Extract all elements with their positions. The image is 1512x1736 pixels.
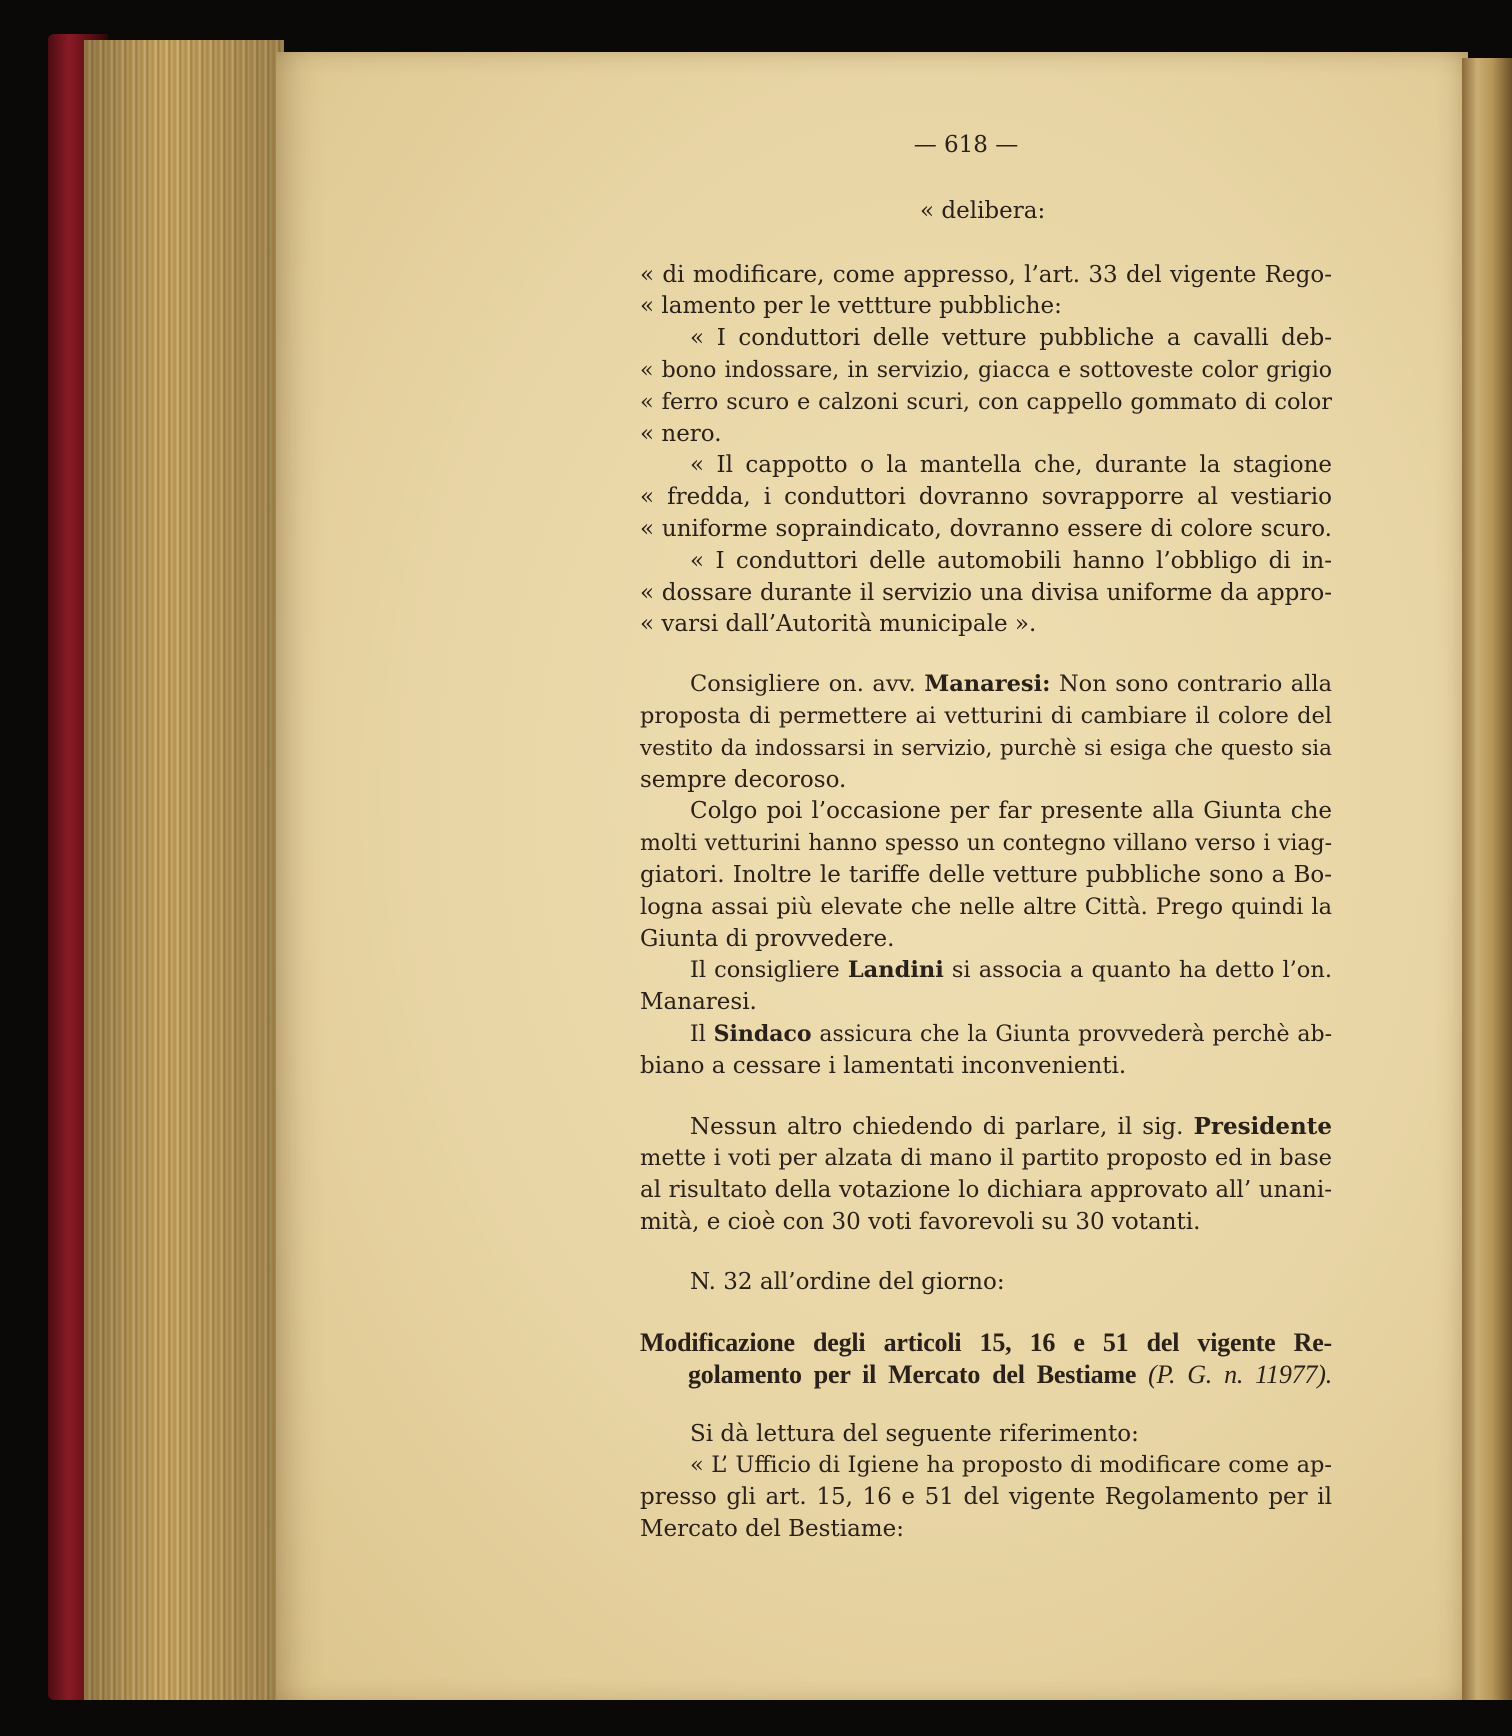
- speaker-name: Landini: [847, 957, 944, 984]
- text-line: al risultato della votazione lo dichiara approvato all’ unani-: [640, 1177, 1332, 1204]
- text-line: « Il cappotto o la mantella che, durante la stagione: [690, 452, 1332, 479]
- text-line: « nero.: [640, 420, 722, 447]
- text-line: molti vetturini hanno spesso un contegno villano verso i viag-: [640, 831, 1332, 857]
- text-line: logna assai più elevate che nelle altre Città. Prego quindi la: [640, 893, 1332, 920]
- motion-text: [640, 260, 1332, 642]
- text-line: « ferro scuro e calzoni scuri, con cappello gommato di color: [640, 388, 1332, 415]
- text-line: « lamento per le vettture pubbliche:: [640, 293, 1062, 320]
- speaker-name: Sindaco: [713, 1020, 812, 1047]
- page-edges: [84, 40, 284, 1702]
- text-line: « uniforme sopraindicato, dovranno essere di colore scuro.: [640, 515, 1332, 542]
- text-line: sempre decoroso.: [640, 766, 847, 793]
- text-line: « bono indossare, in servizio, giacca e sottoveste color grigio: [640, 357, 1332, 383]
- delibera-line: « delibera:: [920, 197, 1046, 224]
- protocol-reference: (P. G. n. 11977).: [1148, 1359, 1332, 1389]
- order-of-day: N. 32 all’ordine del giorno:: [690, 1268, 1005, 1295]
- text-line: presso gli art. 15, 16 e 51 del vigente Regolamento per il: [640, 1484, 1332, 1511]
- text-line: « I conduttori delle automobili hanno l’obbligo di in-: [690, 547, 1332, 574]
- text-line: Nessun altro chiedendo di parlare, il sig. Presidente: [690, 1112, 1332, 1140]
- page-text: [640, 130, 1332, 1546]
- heading-line: Modificazione degli articoli 15, 16 e 51 del vigente Re-: [640, 1327, 1332, 1357]
- speaker-name: Manaresi:: [924, 671, 1051, 698]
- text-line: mità, e cioè con 30 voti favorevoli su 30 votanti.: [640, 1208, 1201, 1235]
- section-heading: [640, 1327, 1332, 1391]
- text-line: mette i voti per alzata di mano il partito proposto ed in base: [640, 1145, 1332, 1172]
- sindaco-paragraph: [640, 1019, 1332, 1083]
- text-line: giatori. Inoltre le tariffe delle vetture pubbliche sono a Bo-: [640, 861, 1332, 888]
- speaker-name: Presidente: [1193, 1112, 1332, 1140]
- text-line: « L’ Ufficio di Igiene ha proposto di modificare come ap-: [690, 1452, 1332, 1479]
- text-line: « di modificare, come appresso, l’art. 33 del vigente Rego-: [640, 261, 1332, 288]
- text-line: « dossare durante il servizio una divisa uniforme da appro-: [640, 579, 1332, 606]
- text-line: Mercato del Bestiame:: [640, 1515, 904, 1542]
- text-line: Il consigliere Landini si associa a quanto ha detto l’on.: [690, 957, 1332, 984]
- vote-paragraph: [640, 1111, 1332, 1239]
- text-line: vestito da indossarsi in servizio, purchè si esiga che questo sia: [640, 735, 1332, 761]
- text-line: Giunta di provvedere.: [640, 925, 895, 952]
- manaresi-paragraph: [640, 669, 1332, 955]
- right-page-edge: [1462, 58, 1512, 1706]
- text-line: « fredda, i conduttori dovranno sovrapporre al vestiario: [640, 484, 1332, 511]
- text-line: biano a cessare i lamentati inconvenienti.: [640, 1052, 1127, 1079]
- landini-paragraph: [640, 955, 1332, 1019]
- office-paragraph: [640, 1450, 1332, 1545]
- text-line: proposta di permettere ai vetturini di cambiare il colore del: [640, 702, 1332, 729]
- reading-line: Si dà lettura del seguente riferimento:: [690, 1420, 1139, 1447]
- page-number: — 618 —: [913, 132, 1019, 158]
- text-line: Il Sindaco assicura che la Giunta provvederà perchè ab-: [690, 1020, 1333, 1047]
- text-line: « varsi dall’Autorità municipale ».: [640, 611, 1037, 638]
- text-line: Colgo poi l’occasione per far presente alla Giunta che: [690, 798, 1332, 825]
- heading-line: golamento per il Mercato del Bestiame (P. G. n. 11977).: [688, 1359, 1332, 1389]
- text-line: « I conduttori delle vetture pubbliche a cavalli deb-: [690, 325, 1332, 352]
- text-line: Consigliere on. avv. Manaresi: Non sono contrario alla: [690, 671, 1333, 698]
- text-line: Manaresi.: [640, 989, 757, 1016]
- bottom-shadow: [84, 1700, 1512, 1736]
